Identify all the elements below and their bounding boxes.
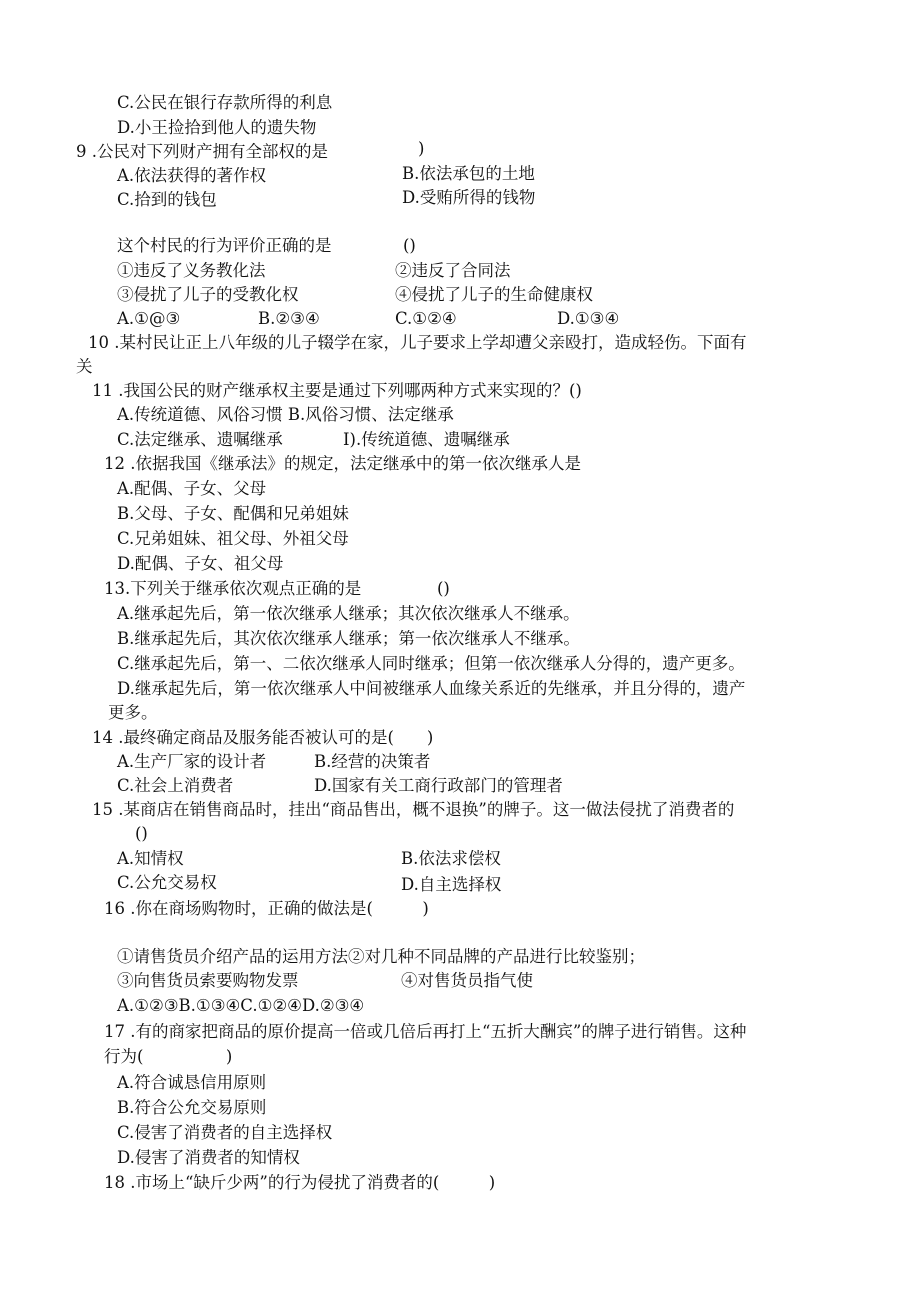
q11-options-ab: A.传统道德、风俗习惯 B.风俗习惯、法定继承 (117, 405, 454, 424)
q17-option-b: B.符合公允交易原则 (117, 1098, 267, 1117)
q10-stem: 10 .某村民让正上八年级的儿子辍学在家，儿子要求上学却遭父亲殴打，造成轻伤。下面有 (88, 333, 747, 352)
q10-statement-3: ③侵扰了儿子的受教化权 (117, 285, 299, 304)
q16-statement-4: ④对售货员指气使 (401, 971, 533, 990)
q10-stem-question: 这个村民的行为评价正确的是 (117, 236, 332, 255)
q11-stem: 11 .我国公民的财产继承权主要是通过下列哪两种方式来实现的？() (92, 381, 582, 400)
q9-stem: 9 .公民对下列财产拥有全部权的是 (76, 142, 328, 161)
q17-stem: 17 .有的商家把商品的原价提高一倍或几倍后再打上“五折大酬宾”的牌子进行销售。这种 (104, 1022, 747, 1041)
q15-option-b: B.依法求偿权 (401, 849, 501, 868)
q11-option-c: C.法定继承、遗嘱继承 (117, 430, 283, 449)
q10-option-a: A.①@③ (117, 309, 181, 328)
q8-option-d: D.小王捡拾到他人的遗失物 (117, 118, 317, 137)
q10-option-b: B.②③④ (258, 309, 320, 328)
q16-statements-12: ①请售货员介绍产品的运用方法②对几种不同品牌的产品进行比较鉴别； (117, 947, 645, 966)
q8-option-c: C.公民在银行存款所得的利息 (117, 93, 333, 112)
q13-option-d: D.继承起先后，第一依次继承人中间被继承人血缘关系近的先继承，并且分得的，遗产 (117, 679, 746, 698)
q13-option-b: B.继承起先后，其次依次继承人继承；第一依次继承人不继承。 (117, 629, 580, 648)
q10-option-c: C.①②④ (395, 309, 457, 328)
q14-option-a: A.生产厂家的设计者 (117, 752, 267, 771)
q13-option-d-cont: 更多。 (108, 703, 158, 722)
q11-option-d: I).传统道德、遗嘱继承 (343, 430, 510, 449)
q14-option-b: B.经营的决策者 (314, 752, 431, 771)
q9-option-b: B.依法承包的土地 (402, 164, 535, 183)
q14-option-c: C.社会上消费者 (117, 776, 234, 795)
q12-option-a: A.配偶、子女、父母 (117, 479, 267, 498)
q10-paren: () (403, 236, 416, 255)
q18-stem: 18 .市场上“缺斤少两”的行为侵扰了消费者的( ) (104, 1173, 496, 1192)
q15-option-d: D.自主选择权 (401, 875, 502, 894)
q10-stem-cont: 关 (76, 357, 93, 376)
q17-option-c: C.侵害了消费者的自主选择权 (117, 1123, 333, 1142)
q17-option-d: D.侵害了消费者的知情权 (117, 1148, 300, 1167)
q9-option-a: A.依法获得的著作权 (117, 166, 267, 185)
q15-stem: 15 .某商店在销售商品时，挂出“商品售出，概不退换”的牌子。这一做法侵扰了消费者的 (92, 800, 735, 819)
q15-option-a: A.知情权 (117, 849, 184, 868)
q12-stem: 12 .依据我国《继承法》的规定，法定继承中的第一依次继承人是 (104, 454, 581, 473)
q13-option-c: C.继承起先后，第一、二依次继承人同时继承；但第一依次继承人分得的，遗产更多。 (117, 654, 745, 673)
q12-option-b: B.父母、子女、配偶和兄弟姐妹 (117, 504, 349, 523)
q16-stem: 16 .你在商场购物时，正确的做法是( ) (104, 899, 429, 918)
q16-options: A.①②③B.①③④C.①②④D.②③④ (117, 996, 365, 1015)
q10-statement-1: ①违反了义务教化法 (117, 261, 266, 280)
q10-statement-2: ②违反了合同法 (395, 261, 511, 280)
q14-stem: 14 .最终确定商品及服务能否被认可的是( ) (92, 728, 434, 747)
q17-stem-cont: 行为( ) (104, 1047, 233, 1066)
q9-option-c: C.拾到的钱包 (117, 190, 217, 209)
q12-option-c: C.兄弟姐妹、祖父母、外祖父母 (117, 529, 349, 548)
q10-statement-4: ④侵扰了儿子的生命健康权 (395, 285, 593, 304)
q15-paren: () (135, 824, 148, 843)
q12-option-d: D.配偶、子女、祖父母 (117, 554, 284, 573)
q15-option-c: C.公允交易权 (117, 873, 217, 892)
q9-paren: ) (418, 139, 425, 158)
q13-paren: () (437, 579, 450, 598)
q9-option-d: D.受贿所得的钱物 (402, 188, 536, 207)
q10-option-d: D.①③④ (557, 309, 620, 328)
q13-option-a: A.继承起先后，第一依次继承人继承；其次依次继承人不继承。 (117, 604, 580, 623)
q17-option-a: A.符合诚恳信用原则 (117, 1073, 267, 1092)
q13-stem: 13.下列关于继承依次观点正确的是 (104, 579, 362, 598)
q16-statement-3: ③向售货员索要购物发票 (117, 971, 299, 990)
q14-option-d: D.国家有关工商行政部门的管理者 (314, 776, 563, 795)
